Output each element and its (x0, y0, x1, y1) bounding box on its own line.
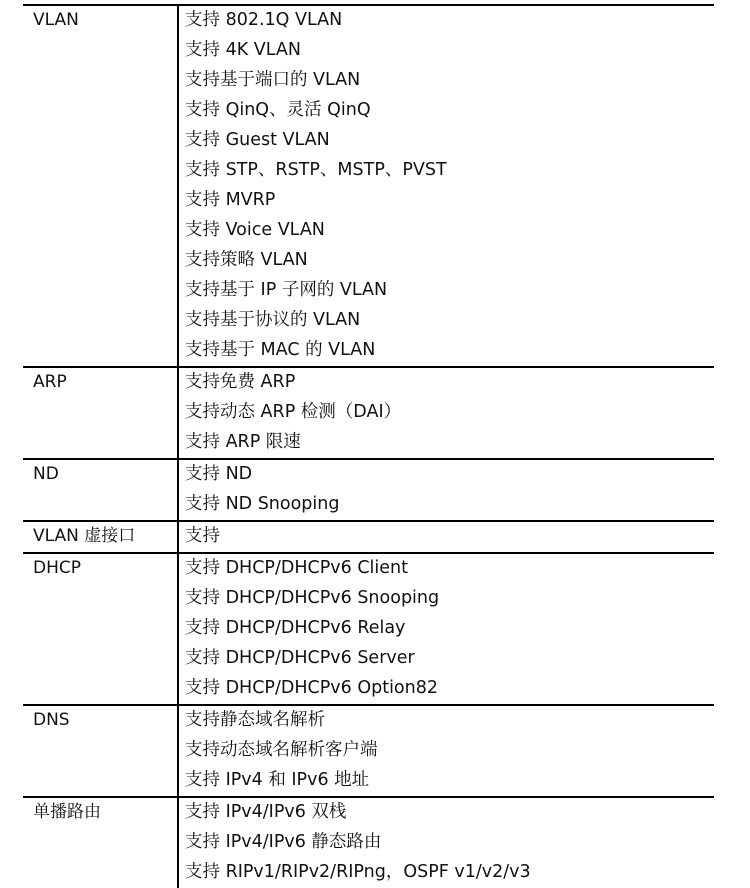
features-cell (178, 797, 714, 888)
category-cell (23, 705, 178, 797)
feature-item: 支持 STP、RSTP、MSTP、PVST (185, 160, 447, 180)
feature-item: 支持动态 ARP 检测（DAI） (185, 402, 402, 422)
category-cell (23, 797, 178, 888)
feature-item: 支持 RIPv1/RIPv2/RIPng，OSPF v1/v2/v3 (185, 862, 531, 882)
category-cell (23, 367, 178, 459)
category-label: VLAN (33, 10, 79, 30)
feature-item: 支持 IPv4/IPv6 静态路由 (185, 832, 382, 852)
feature-item: 支持动态域名解析客户端 (185, 740, 378, 760)
category-label: DNS (33, 710, 70, 730)
feature-item: 支持基于协议的 VLAN (185, 310, 361, 330)
feature-item: 支持 Voice VLAN (185, 220, 325, 240)
spec-table (23, 4, 714, 888)
category-label: ARP (33, 372, 67, 392)
table-row (23, 5, 714, 367)
category-cell (23, 553, 178, 705)
feature-item: 支持 ARP 限速 (185, 432, 301, 452)
feature-item: 支持静态域名解析 (185, 710, 325, 730)
feature-item: 支持 DHCP/DHCPv6 Client (185, 558, 408, 578)
category-label: DHCP (33, 558, 81, 578)
feature-item: 支持基于端口的 VLAN (185, 70, 361, 90)
feature-item: 支持基于 IP 子网的 VLAN (185, 280, 388, 300)
feature-item: 支持 DHCP/DHCPv6 Server (185, 648, 415, 668)
table-row (23, 367, 714, 459)
feature-item: 支持 ND Snooping (185, 494, 340, 514)
table-row (23, 459, 714, 521)
feature-item: 支持 802.1Q VLAN (185, 10, 343, 30)
feature-item: 支持 DHCP/DHCPv6 Option82 (185, 678, 438, 698)
category-cell (23, 5, 178, 367)
category-label: VLAN 虚接口 (33, 526, 136, 546)
category-label: 单播路由 (33, 802, 101, 822)
features-cell (178, 705, 714, 797)
table-row (23, 553, 714, 705)
feature-item: 支持 4K VLAN (185, 40, 301, 60)
features-cell (178, 367, 714, 459)
feature-item: 支持 IPv4 和 IPv6 地址 (185, 770, 370, 790)
feature-item: 支持 DHCP/DHCPv6 Relay (185, 618, 406, 638)
feature-item: 支持 DHCP/DHCPv6 Snooping (185, 588, 440, 608)
features-cell (178, 459, 714, 521)
table-row (23, 521, 714, 553)
features-cell (178, 5, 714, 367)
feature-item: 支持免费 ARP (185, 372, 296, 392)
feature-item: 支持 ND (185, 464, 253, 484)
feature-item: 支持 QinQ、灵活 QinQ (185, 100, 371, 120)
feature-item: 支持 (185, 526, 220, 546)
table-row (23, 797, 714, 888)
category-cell (23, 459, 178, 521)
feature-item: 支持 Guest VLAN (185, 130, 330, 150)
category-cell (23, 521, 178, 553)
feature-item: 支持策略 VLAN (185, 250, 308, 270)
features-cell (178, 553, 714, 705)
category-label: ND (33, 464, 59, 484)
feature-item: 支持 IPv4/IPv6 双栈 (185, 802, 347, 822)
feature-item: 支持 MVRP (185, 190, 276, 210)
features-cell (178, 521, 714, 553)
table-row (23, 705, 714, 797)
feature-item: 支持基于 MAC 的 VLAN (185, 340, 376, 360)
